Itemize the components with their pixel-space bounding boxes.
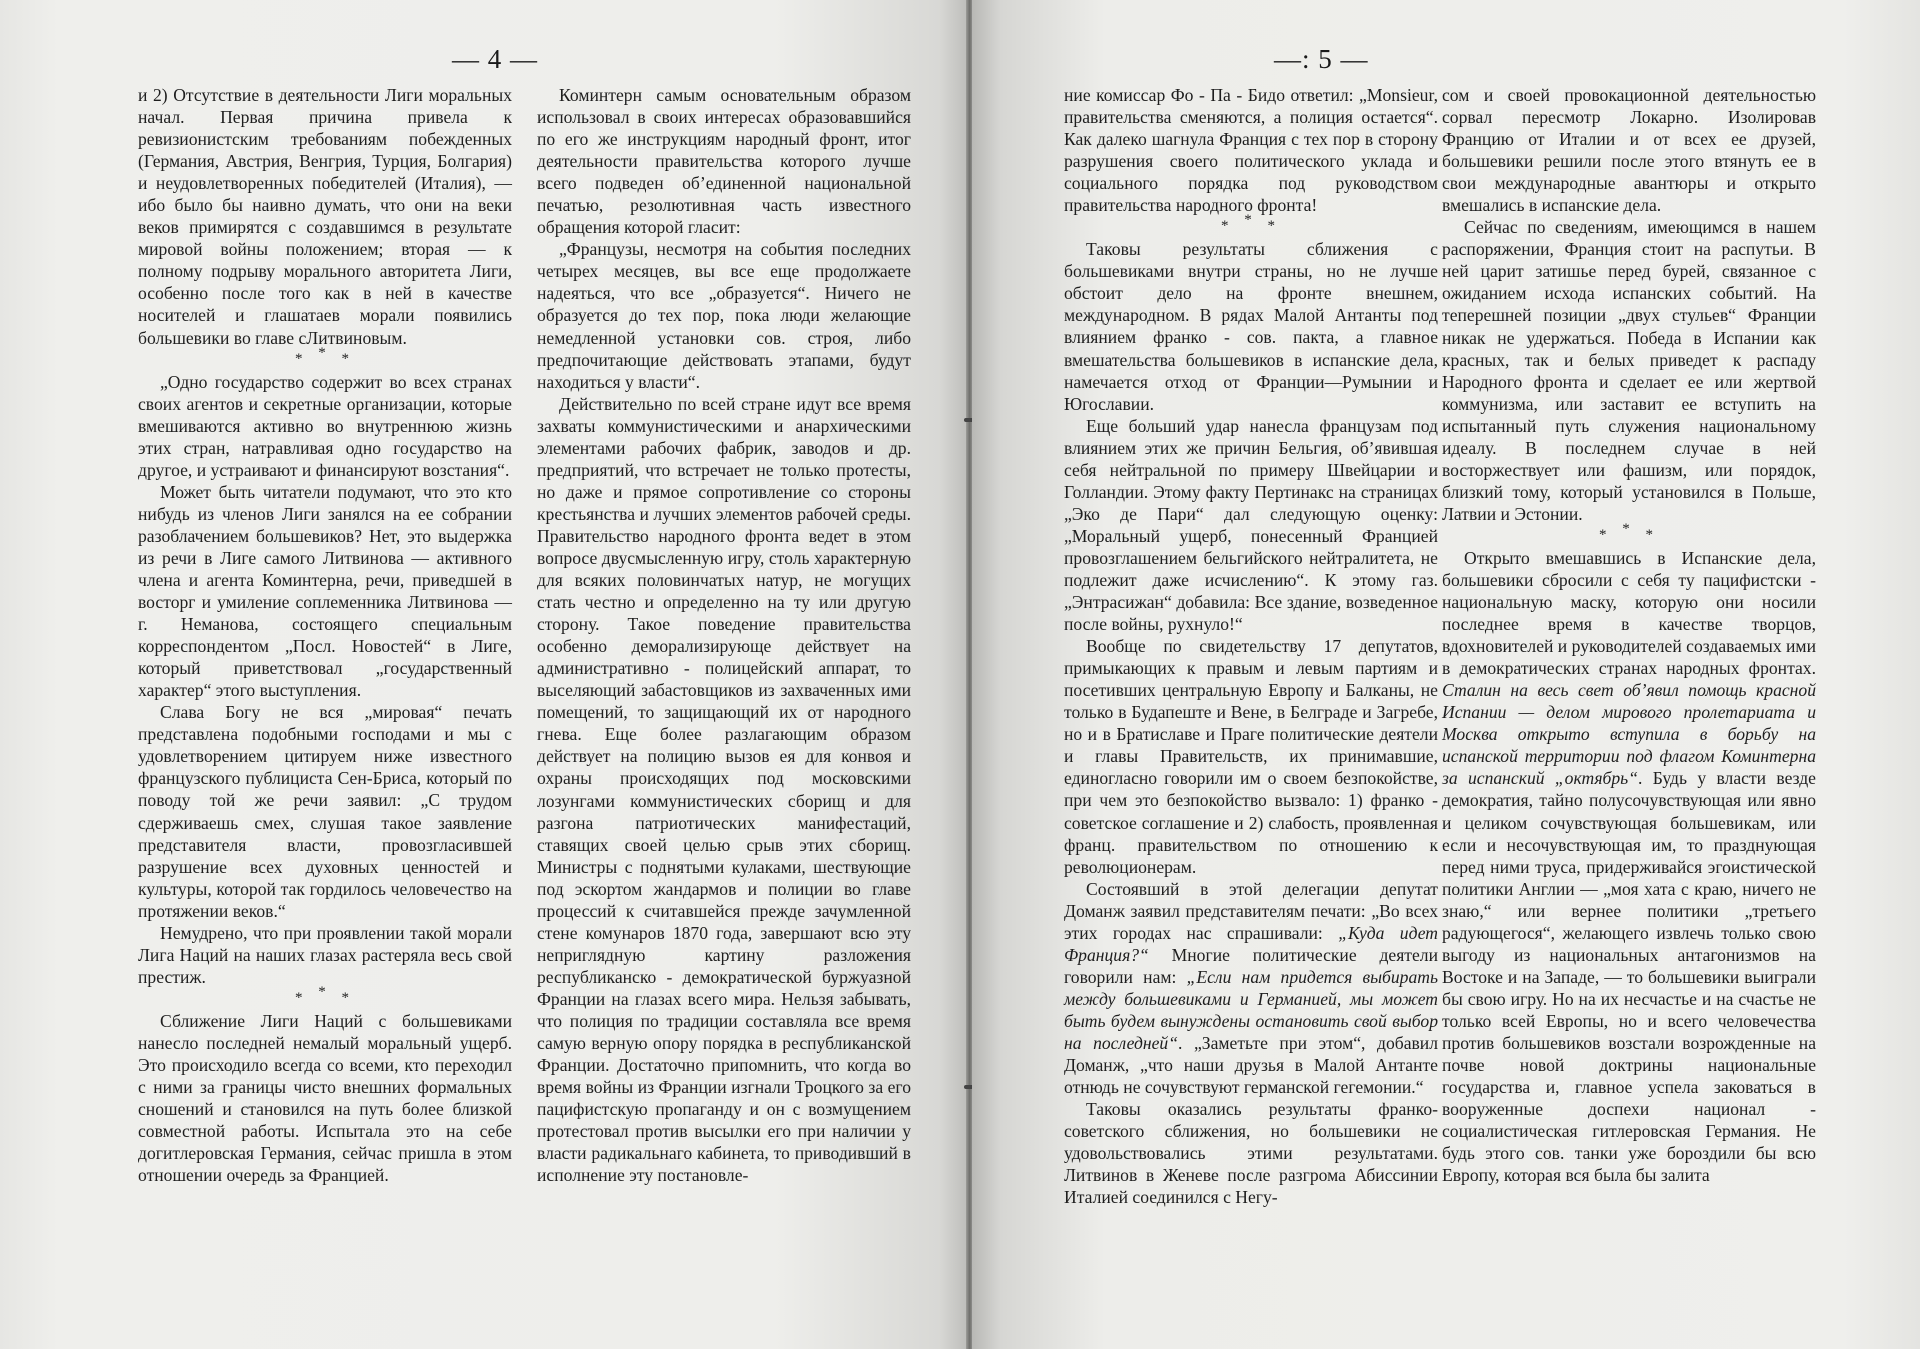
paragraph — [1064, 878, 1438, 1098]
asterisk-icon: * — [1622, 520, 1636, 537]
asterisk-icon: * — [1267, 218, 1281, 235]
section-divider — [1064, 212, 1438, 238]
paragraph: „Одно государство содержит во всех странах своих агентов и секретные организации, которые вмешиваются активно во внутреннюю жизнь этих стран, натравливая одно государство на другое, и устраивают и финансируют возстания“. — [138, 371, 512, 480]
paragraph: сом и своей провокационной деятельностью сорвал пересмотр Локарно. Изолировав Францию от Италии и от всех ее друзей, большевики решили после этого втянуть ее в свои международные авантюры и открыто вмешались в испанские дела. — [1442, 85, 1816, 216]
asterisk-icon: * — [341, 350, 355, 367]
paragraph: Может быть читатели подумают, что это кто нибудь из членов Лиги занялся на ее собрании разоблачением большевиков? Нет, это выдержка из речи в Лиге самого Литвинова — активного члена и агента Коминтерна, речи, приведшей в восторг и умиление соплеменника Литвинова — г. Неманова, состоящего специальным корреспондентом „Посл. Новостей“ в Лиге, который приветствовал „государственный характер“ этого выступления. — [138, 481, 512, 701]
paragraph — [1442, 547, 1816, 1186]
paragraph: Коминтерн самым основательным образом использовал в своих интересах образовавшийся по его же инструкциям народный фронт, итог деятельности правительства которого лучше всего подведен об’единенной национальной печатью, резолютивная часть известного обращения которой гласит: — [537, 85, 911, 238]
paragraph: Слава Богу не вся „мировая“ печать представлена подобными господами и мы с удовлетворением цитируем ниже известного французского публициста Сен-Бриса, который по поводу той же речи заявил: „С трудом сдерживаешь смех, слушая такое заявление представителя власти, провозгласившей разрушение всех духовных ценностей и культуры, которой так гордилось человечество на протяжении веков.“ — [138, 702, 512, 921]
paragraph: Еще больший удар нанесла французам под влиянием этих же причин Бельгия, об’явившая себя нейтральной по примеру Швейцарии и Голландии. Этому факту Пертинакс на страницах „Эко де Пари“ дал следующую оценку: „Моральный ущерб, понесенный Францией провозглашением бельгийского нейтралитета, не подлежит даже исчислению“. К этому газ. „Энтрасижан“ добавила: Все здание, возведенное после войны, рухнуло!“ — [1064, 415, 1438, 635]
paragraph: Сближение Лиги Наций с большевиками нанесло последней немалый моральный ущерб. Это происходило всегда со всеми, кто переходил с ними за границы чисто внешних формальных сношений и становился на путь более близкой совместной работы. Испытала это на себе догитлеровская Германия, сейчас пришла в этом отношении очередь за Францией. — [138, 1010, 512, 1186]
page-number-left: — 4 — — [452, 44, 538, 74]
asterisk-icon: * — [1244, 212, 1258, 229]
text-run: Состоявший в этой делегации депутат Доманж заявил представителям печати: „Во всех этих городах нас спрашивали: — [1064, 878, 1438, 943]
right-page — [972, 0, 1920, 1349]
paragraph: и 2) Отсутствие в деятельности Лиги моральных начал. Первая причина привела к ревизионистским требованиям побежденных (Германия, Австрия, Венгрия, Турция, Болгария) и неудовлетворенных победителей (Италия), — ибо было бы наивно думать, что они на веки веков примирятся с создавшимся в результате мировой войны положением; вторая — к полному подрыву морального авторитета Лиги, особенно после того как в ней в качестве носителей и глашатаев морали появились большевики во главе сЛитвиновым. — [138, 85, 512, 348]
asterisk-icon: * — [1221, 218, 1235, 235]
page-number-right: —: 5 — — [1274, 44, 1369, 74]
section-divider — [1442, 520, 1816, 547]
paragraph: Сейчас по сведениям, имеющимся в нашем распоряжении, Франция стоит на распутьи. В ней царит затишье перед бурей, связанное с ожиданием исхода испанских событий. На теперешней позиции „двух стульев“ Франции никак не удержаться. Победа в Испании как красных, так и белых приведет к распаду Народного фронта и сделает ее или жертвой коммунизма, или заставит ее вступить на испытанный путь служения национальному идеалу. В последнем случае в ней восторжествует или фашизм, или порядок, близкий тому, который установился в Польше, Латвии и Эстонии. — [1442, 217, 1816, 524]
italic-quote: „Если нам придется выбирать между большевиками и Германией, мы может быть будем вынуждены остановить свой выбор на последней“ — [1064, 966, 1438, 1053]
asterisk-icon: * — [1599, 526, 1613, 543]
text-run: Открыто вмешавшись в Испанские дела, большевики сбросили с себя ту пацифистски - национальную маску, которую они носили последнее время в качестве творцов, вдохновителей и руководителей создаваемых ими в демократических странах народных фронтах. — [1442, 547, 1816, 679]
asterisk-icon: * — [295, 989, 309, 1006]
italic-quote: „Куда идет Франция?“ — [1064, 922, 1438, 965]
text-run: Многие политические деятели говорили нам: — [1064, 944, 1438, 987]
left-page-column-1 — [138, 84, 512, 1186]
paragraph: Действительно по всей стране идут все время захваты коммунистическими и анархическими элементами рабочих фабрик, заводов и др. предприятий, что встречает не только протесты, но даже и прямое сопротивление со стороны крестьянства и лучших элементов рабочей среды. Правительство народного фронта ведет в этом вопросе двусмысленную игру, столь характерную для всяких половинчатых натур, не могущих стать честно и определенно на ту или другую сторону. Такое поведение правительства особенно деморализирующе действует на административно - полицейский аппарат, то выселяющий забастовщиков из захваченных ими помещений, то защищающий их от народного гнева. Еще более разлагающим образом действует на полицию вызов ея для конвоя и охраны происходящих под московскими лозунгами коммунистических сборищ и для разгона патриотических манифестаций, ставящих своей целью срыв этих сборищ. Министры с поднятыми кулаками, шествующие под эскортом жандармов и полиции во главе процессий к считавшейся прежде зачумленной стене комунаров 1870 года, завершают всю эту неприглядную картину разложения республиканско - демократической буржуазной Франции на глазах всего мира. Нельзя забывать, что полиция по традиции составляла все время самую верную опору порядка в республиканской Франции. Достаточно припомнить, что когда во время войны из Франции изгнали Троцкого за его пацифистскую пропаганду и он с возмущением протестовал против высылки его при наличии у власти радикальнаго кабинета, то приводивший в исполнение эту постановле- — [537, 393, 911, 1186]
asterisk-icon: * — [318, 983, 332, 1000]
paragraph: Вообще по свидетельству 17 депутатов, примыкающих к правым и левым партиям и посетивших центральную Европу и Балканы, не только в Будапеште и Вене, в Белграде и Загребе, но и в Братиславе и Праге политические деятели и главы Правительств, их принимавшие, единогласно говорили им о своем безпокойстве, при чем это безпокойство вызвало: 1) франко - советское соглашение и 2) слабость, проявленная франц. правительством по отношению к революционерам. — [1064, 636, 1438, 877]
italic-quote: Сталин на весь свет об’явил помощь красной Испании — делом мирового пролетариата и Москва открыто вступила в борьбу на испанской территории под флагом Коминтерна за испанский „октябрь“ — [1442, 680, 1816, 789]
left-page-column-2 — [537, 84, 911, 1186]
asterisk-icon: * — [318, 344, 332, 361]
right-page-column-1 — [1064, 84, 1438, 1208]
paragraph: Таковы результаты сближения с большевиками внутри страны, но не лучше обстоит дело на фронте внешнем, международном. В рядах Малой Антанты под влиянием франко - сов. пакта, а главное вмешательства большевиков в испанские дела, намечается отход от Франции—Румынии и Югославии. — [1064, 239, 1438, 414]
text-run: . „Заметьте при этом“, добавил Доманж, „что наши друзья в Малой Антанте отнюдь не сочувствуют германской гегемонии.“ — [1064, 1032, 1439, 1098]
paragraph: Таковы оказались результаты франко-советского сближения, но большевики не удовольствовались этими результатами. Литвинов в Женеве после разгрома Абиссинии Италией соединился с Негу- — [1064, 1099, 1438, 1208]
text-run: . Будь у власти везде демократия, тайно полусочувствующая или явно и целиком сочувствующая большевикам, или если и несочувствующая им, то празднующая перед ними труса, придерживайся эгоистической политики Англии — „моя хата с краю, ничего не знаю,“ или вернее политики „третьего радующегося“, желающего извлечь только свою выгоду из национальных антагонизмов на Востоке и на Западе, — то большевики выиграли бы свою игру. Но на их несчастье и на счастье не только всей Европы, но и всего человечества против большевиков возстали возрожденные на почве новой доктрины национальные государства и, главное успела заковаться в вооруженные доспехи национал - социалистическая гитлеровская Германия. Не будь этого сов. танки уже бороздили бы всю Европу, которая вся была бы залита — [1442, 768, 1816, 1186]
paragraph: ние комиссар Фо - Па - Бидо ответил: „Monsieur, правительства сменяются, а полиция остается“. Как далеко шагнула Франция с тех пор в сторону разрушения своего политического уклада и социального порядка под руководством правительства народного фронта! — [1064, 85, 1438, 216]
paragraph: „Французы, несмотря на события последних четырех месяцев, вы все еще продолжаете надеяться, что все „образуется“. Ничего не образуется до тех пор, пока люди желающие немедленной установки сов. строя, либо предпочитающие действовать этапами, будут находиться у власти“. — [537, 239, 911, 392]
section-divider — [138, 344, 512, 371]
asterisk-icon: * — [341, 989, 355, 1006]
asterisk-icon: * — [295, 350, 309, 367]
right-page-column-2 — [1442, 84, 1816, 1186]
paragraph: Немудрено, что при проявлении такой морали Лига Наций на наших глазах растеряла весь свой престиж. — [138, 922, 512, 987]
asterisk-icon: * — [1645, 526, 1659, 543]
section-divider — [138, 983, 512, 1010]
